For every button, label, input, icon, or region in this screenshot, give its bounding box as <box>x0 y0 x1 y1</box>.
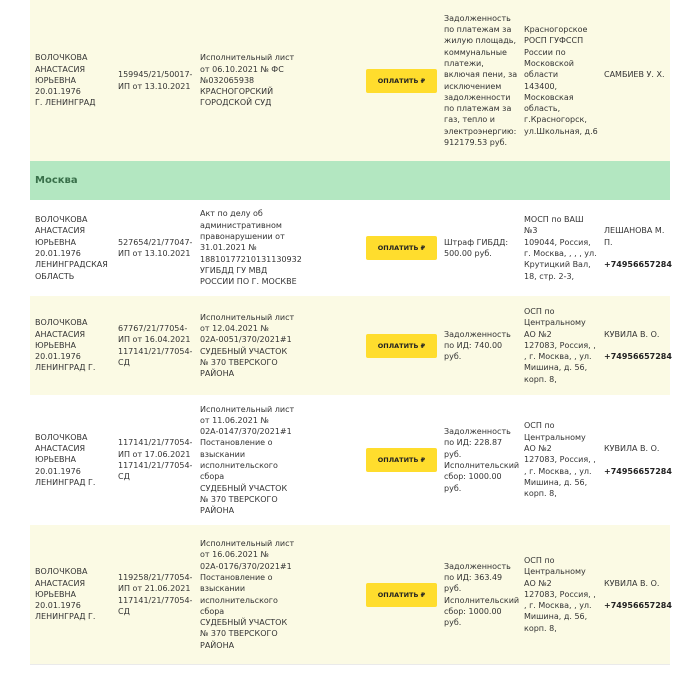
bailiff-phone: +74956657284 <box>604 466 672 476</box>
pay-cell <box>366 525 446 664</box>
pay-button[interactable]: ОПЛАТИТЬ ₽ <box>366 69 437 93</box>
table-row <box>30 395 670 525</box>
bailiff-name: КУВИЛА В. О. <box>604 578 660 588</box>
bailiff-cell <box>604 525 670 664</box>
proceeding-cell: 117141/21/77054- ИП от 17.06.2021 117141/21/77054- СД <box>118 438 193 482</box>
subject-cell: Штраф ГИБДД: 500.00 руб. <box>444 237 509 258</box>
department-cell: Красногорское РОСП ГУФССП России по Московской области 143400, Московская область, г.Красногорск, ул.Школьная, д.6 <box>524 25 598 136</box>
debtor-cell: ВОЛОЧКОВА АНАСТАСИЯ ЮРЬЕВНА 20.01.1976 ЛЕНИНГРАДСКАЯ ОБЛАСТЬ <box>35 215 108 281</box>
debtor-cell: ВОЛОЧКОВА АНАСТАСИЯ ЮРЬЕВНА 20.01.1976 Г. ЛЕНИНГРАД <box>35 53 96 108</box>
bailiff-name: КУВИЛА В. О. <box>604 329 660 339</box>
department-cell: ОСП по Центральному АО №2 127083, Россия, , , г. Москва, , ул. Мишина, д. 56, корп. 8, <box>524 306 596 384</box>
bailiff-cell <box>604 200 670 296</box>
department-cell: ОСП по Центральному АО №2 127083, Россия, , , г. Москва, , ул. Мишина, д. 56, корп. 8, <box>524 555 596 633</box>
table-bottom-divider <box>30 664 670 665</box>
table-row <box>30 296 670 395</box>
bailiff-name: КУВИЛА В. О. <box>604 444 660 454</box>
region-title: Москва <box>35 175 78 186</box>
pay-button[interactable]: ОПЛАТИТЬ ₽ <box>366 583 437 607</box>
document-cell: Акт по делу об административном правонарушении от 31.01.2021 № 18810177210131130932 УГИБДД ГУ МВД РОССИИ ПО Г. МОСКВЕ <box>200 209 302 287</box>
proceeding-cell: 527654/21/77047- ИП от 13.10.2021 <box>118 237 193 258</box>
pay-cell <box>366 395 446 525</box>
debtor-cell: ВОЛОЧКОВА АНАСТАСИЯ ЮРЬЕВНА 20.01.1976 ЛЕНИНГРАД Г. <box>35 318 96 373</box>
pay-button[interactable]: ОПЛАТИТЬ ₽ <box>366 236 437 260</box>
proceeding-cell: 67767/21/77054- ИП от 16.04.2021 117141/21/77054- СД <box>118 323 193 367</box>
subject-cell: Задолженность по платежам за жилую площадь, коммунальные платежи, включая пени, за исключением задолженности по платежам за газ, тепло и электроэнергию: 912179.53 руб. <box>444 13 518 147</box>
bailiff-phone: +74956657284 <box>604 352 672 362</box>
bailiff-cell <box>604 296 670 395</box>
bailiff-name: ЛЕШАНОВА М. П. <box>604 226 665 247</box>
proceeding-cell: 159945/21/50017- ИП от 13.10.2021 <box>118 70 193 91</box>
region-section-header <box>30 161 670 200</box>
document-cell: Исполнительный лист от 16.06.2021 № 02А-0176/370/2021#1 Постановление о взыскании исполнительского сбора СУДЕБНЫЙ УЧАСТОК № 370 ТВЕРСКОГО РАЙОНА <box>200 539 295 650</box>
bailiff-cell <box>604 395 670 525</box>
proceeding-cell: 119258/21/77054- ИП от 21.06.2021 117141/21/77054- СД <box>118 572 193 616</box>
table-row <box>30 200 670 296</box>
debtor-cell: ВОЛОЧКОВА АНАСТАСИЯ ЮРЬЕВНА 20.01.1976 ЛЕНИНГРАД Г. <box>35 432 96 487</box>
bailiff-phone: +74956657284 <box>604 601 672 611</box>
bailiff-phone: +74956657284 <box>604 260 672 270</box>
subject-cell: Задолженность по ИД: 228.87 руб. Исполнительский сбор: 1000.00 руб. <box>444 427 520 493</box>
pay-cell <box>366 200 446 296</box>
pay-button[interactable]: ОПЛАТИТЬ ₽ <box>366 334 437 358</box>
department-cell: ОСП по Центральному АО №2 127083, Россия, , , г. Москва, , ул. Мишина, д. 56, корп. 8, <box>524 421 596 499</box>
document-cell: Исполнительный лист от 11.06.2021 № 02А-0147/370/2021#1 Постановление о взыскании исполнительского сбора СУДЕБНЫЙ УЧАСТОК № 370 ТВЕРСКОГО РАЙОНА <box>200 404 295 516</box>
subject-cell: Задолженность по ИД: 740.00 руб. <box>444 329 511 362</box>
bailiff-name: САМБИЕВ У. Х. <box>604 70 665 80</box>
pay-cell <box>366 0 446 161</box>
bailiff-cell <box>604 0 670 161</box>
document-cell: Исполнительный лист от 12.04.2021 № 02А-0051/370/2021#1 СУДЕБНЫЙ УЧАСТОК № 370 ТВЕРСКОГО РАЙОНА <box>200 312 295 379</box>
pay-cell <box>366 296 446 395</box>
department-cell: МОСП по ВАШ №3 109044, Россия, г. Москва, , , , ул. Крутицкий Вал, 18, стр. 2-3, <box>524 215 597 281</box>
pay-button[interactable]: ОПЛАТИТЬ ₽ <box>366 448 437 472</box>
document-cell: Исполнительный лист от 06.10.2021 № ФС №032065938 КРАСНОГОРСКИЙ ГОРОДСКОЙ СУД <box>200 53 295 108</box>
debtor-cell: ВОЛОЧКОВА АНАСТАСИЯ ЮРЬЕВНА 20.01.1976 ЛЕНИНГРАД Г. <box>35 567 96 622</box>
table-row <box>30 525 670 664</box>
table-row <box>30 0 670 161</box>
subject-cell: Задолженность по ИД: 363.49 руб. Исполнительский сбор: 1000.00 руб. <box>444 561 520 628</box>
